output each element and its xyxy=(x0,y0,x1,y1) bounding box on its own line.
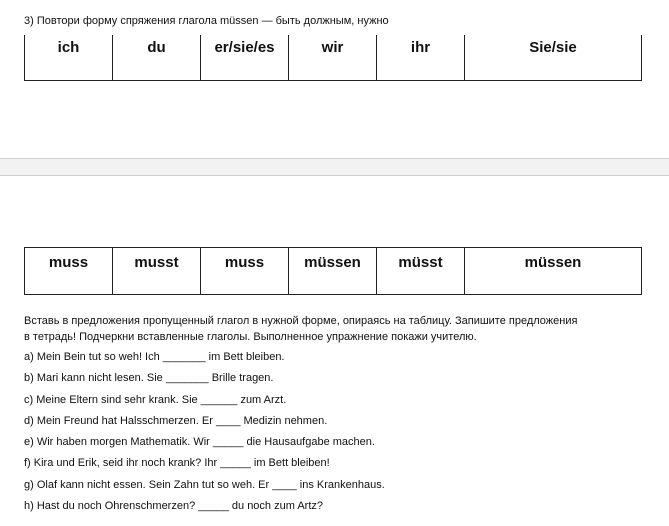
task-title: 3) Повтори форму спряжения глагола müssen — быть должным, нужно xyxy=(24,15,389,27)
exercise-item: e) Wir haben morgen Mathematik. Wir _____ die Hausaufgabe machen. xyxy=(24,436,375,449)
pronoun-cell: er/sie/es xyxy=(201,35,289,81)
verb-form-cell: muss xyxy=(25,248,113,295)
verb-form-cell: müsst xyxy=(377,248,465,295)
pronoun-row xyxy=(25,35,642,81)
exercise-item: c) Meine Eltern sind sehr krank. Sie ______ zum Arzt. xyxy=(24,393,287,406)
verb-forms-row xyxy=(25,248,642,295)
page-break xyxy=(0,158,669,176)
pronoun-cell: ich xyxy=(25,35,113,81)
instruction-line: Вставь в предложения пропущенный глагол в нужной форме, опираясь на таблицу. Запишите предложения xyxy=(24,315,578,327)
instruction-line: в тетрадь! Подчеркни вставленные глаголы. Выполненное упражнение покажи учителю. xyxy=(24,331,477,343)
exercise-item: h) Hast du noch Ohrenschmerzen? _____ du noch zum Artz? xyxy=(24,500,324,513)
exercise-item: d) Mein Freund hat Halsschmerzen. Er ____ Medizin nehmen. xyxy=(24,414,328,427)
pronoun-cell: Sie/sie xyxy=(465,35,642,81)
exercise-item: b) Mari kann nicht lesen. Sie _______ Brille tragen. xyxy=(24,372,274,385)
instruction-text xyxy=(24,313,644,345)
pronoun-cell: ihr xyxy=(377,35,465,81)
verb-form-cell: müssen xyxy=(465,248,642,295)
verb-form-cell: musst xyxy=(113,248,201,295)
exercise-item: f) Kira und Erik, seid ihr noch krank? Ihr _____ im Bett bleiben! xyxy=(24,457,330,470)
exercise-list xyxy=(24,350,385,520)
pronoun-cell: du xyxy=(113,35,201,81)
verb-form-cell: muss xyxy=(201,248,289,295)
verb-form-cell: müssen xyxy=(289,248,377,295)
exercise-item: g) Olaf kann nicht essen. Sein Zahn tut so weh. Er ____ ins Krankenhaus. xyxy=(24,478,385,491)
exercise-item: a) Mein Bein tut so weh! Ich _______ im Bett bleiben. xyxy=(24,351,285,363)
pronoun-table xyxy=(24,35,642,81)
verb-forms-table xyxy=(24,247,642,295)
pronoun-cell: wir xyxy=(289,35,377,81)
